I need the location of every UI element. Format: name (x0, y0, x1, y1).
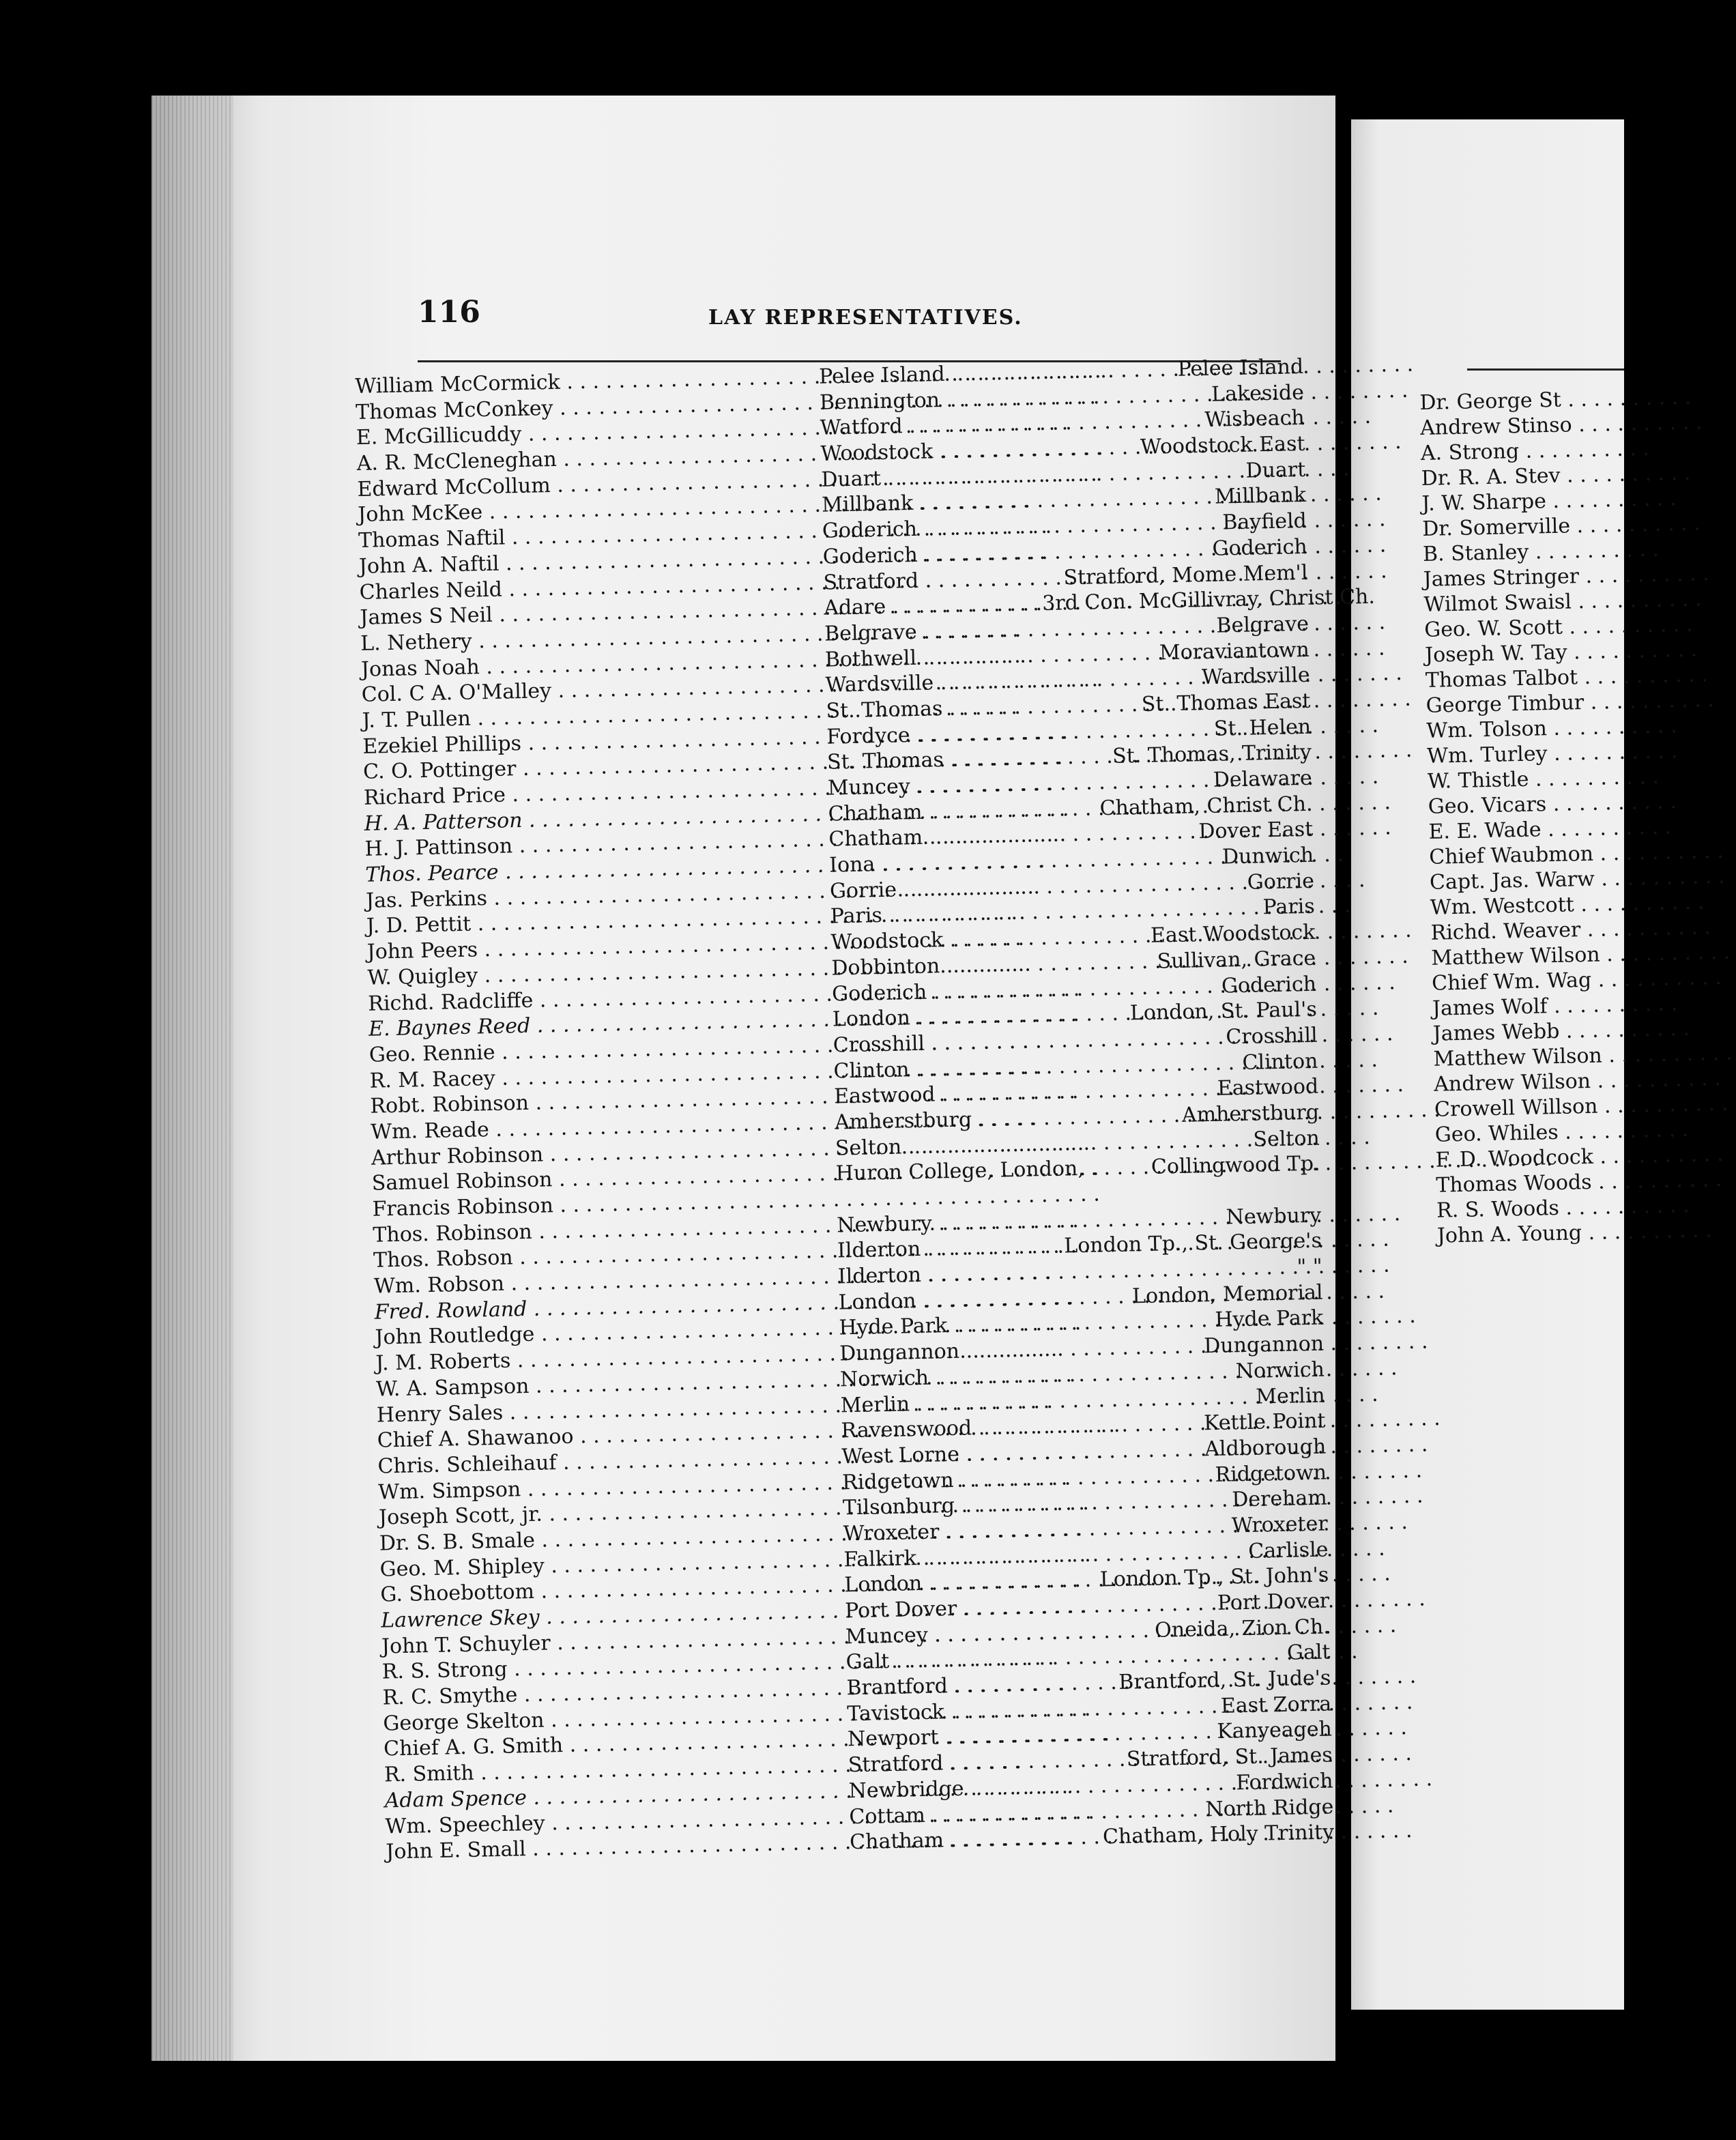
representative-name: Edward McCollum . . . (357, 467, 822, 502)
post-office: Woodstock . . . (830, 925, 1050, 955)
post-office: Brantford . . . (846, 1671, 1065, 1701)
right-page-name: James Webb . . . (1432, 1017, 1638, 1047)
parish: Selton (1253, 1126, 1320, 1152)
right-page-list (1419, 386, 1642, 1249)
representative-name: Thomas Naftil . . . (358, 519, 823, 554)
representative-name: R. Smith . . . (384, 1752, 849, 1788)
parish: Kettle Point (1203, 1408, 1326, 1436)
representative-name: George Skelton . . . (383, 1701, 848, 1737)
post-office: Goderich . . . (822, 540, 1041, 570)
post-office: Galt . . . (845, 1645, 1065, 1675)
post-office: Dungannon . . . (839, 1337, 1058, 1367)
parish: Stratford, St. James (1126, 1743, 1333, 1772)
parish: Woodstock East (1140, 431, 1305, 459)
post-office: London . . . (833, 1002, 1052, 1032)
right-page-name: James Wolf . . . (1432, 992, 1638, 1022)
post-office: London . . . (844, 1568, 1063, 1598)
right-page-name: Wm. Tolson . . . (1426, 714, 1632, 744)
post-office: Gorrie . . . (830, 874, 1049, 904)
right-page-name: George Timbur . . . (1426, 689, 1631, 719)
representative-name: John McKee . . . (358, 493, 822, 528)
representative-name: Lawrence Skey . . . (381, 1598, 845, 1634)
representative-name: Geo. Rennie . . . (369, 1032, 834, 1068)
representative-name: John Routledge . . . (375, 1316, 839, 1351)
post-office: Woodstock . . . (820, 437, 1039, 467)
parish: Amherstburg (1181, 1100, 1320, 1127)
right-page-name: Dr. Somerville . . . (1422, 512, 1628, 542)
post-office: Bothwell . . . (825, 643, 1044, 673)
post-office: Watford . . . (820, 411, 1039, 441)
representative-name: Wm. Reade . . . (371, 1110, 835, 1145)
representative-name: R. S. Strong . . . (381, 1650, 846, 1686)
parish: Pelee Island (1177, 354, 1304, 381)
post-office: Bennington . . . (820, 386, 1039, 416)
representative-name: Thomas McConkey . . . (356, 390, 820, 425)
post-office: Chatham . . . (828, 822, 1047, 852)
representative-name: E. Baynes Reed . . . (368, 1007, 833, 1043)
post-office: Ilderton . . . (837, 1234, 1056, 1264)
parish: Wisbeach (1204, 406, 1305, 433)
parish: London, Memorial (1131, 1280, 1323, 1309)
representative-name: John T. Schuyler . . . (381, 1624, 846, 1660)
representative-name: Charles Neild . . . (359, 570, 824, 605)
representative-name: John A. Naftil . . . (359, 545, 824, 580)
parish: St. Helen (1213, 714, 1312, 741)
parish: 3rd Con. McGillivray, Christ Ch. (1041, 584, 1376, 616)
representative-name: Henry Sales . . . (377, 1393, 841, 1428)
parish: London, St. Paul's (1129, 997, 1318, 1026)
right-page-name: James Stringer . . . (1423, 563, 1628, 592)
representative-name: Fred. Rowland . . . (374, 1290, 839, 1325)
right-header-rule (1467, 368, 1624, 371)
parish: Norwich (1235, 1357, 1325, 1384)
parish: Dover East (1198, 818, 1314, 844)
post-office: Chatham . . . (850, 1825, 1069, 1855)
post-office: Wardsville . . . (825, 668, 1044, 698)
right-page-name: Andrew Wilson . . . (1434, 1067, 1639, 1097)
representative-name: L. Nethery . . . (360, 622, 825, 657)
representative-name: Francis Robinson . . . (372, 1187, 837, 1222)
right-page-name: Matthew Wilson . . . (1433, 1043, 1638, 1072)
representative-name: C. O. Pottinger . . . (363, 750, 828, 785)
representative-name: Thos. Robson . . . (373, 1239, 838, 1274)
parish: Goderich (1221, 972, 1317, 998)
representative-name: Wm. Simpson . . . (378, 1470, 843, 1505)
parish: " " (1297, 1254, 1323, 1279)
representative-name: Joseph Scott, jr. . . . (379, 1496, 843, 1531)
parish: Dunwich (1221, 843, 1314, 869)
parish: Paris (1262, 895, 1316, 920)
parish: St. Thomas East (1141, 689, 1311, 717)
post-office: Cottam . . . (849, 1799, 1068, 1830)
representative-name: Wm. Robson . . . (374, 1264, 839, 1300)
parish: Moraviantown (1159, 637, 1310, 665)
post-office: Duart . . . (821, 463, 1040, 493)
representative-name: William McCormick . . . (355, 364, 820, 400)
parish: Goderich (1212, 534, 1307, 561)
right-page-name: E. E. Wade . . . (1428, 815, 1634, 845)
right-page-name: Wm. Westcott . . . (1430, 891, 1635, 921)
post-office: Newbridge . . . (848, 1774, 1067, 1804)
post-office: Stratford . . . (848, 1748, 1067, 1778)
right-page-name: Chief Wm. Wag . . . (1432, 967, 1637, 996)
post-office: Iona . . . (829, 848, 1048, 878)
post-office: Amherstburg . . . (835, 1105, 1054, 1136)
post-office: Tavistock . . . (847, 1696, 1066, 1726)
representative-name: Thos. Pearce . . . (365, 853, 830, 888)
parish: Chatham, Christ Ch. (1099, 792, 1313, 820)
running-head: LAY REPRESENTATIVES. (708, 306, 1023, 330)
representative-name: Chief A. G. Smith . . . (384, 1727, 848, 1763)
parish: Hyde Park (1215, 1306, 1324, 1333)
representative-name: Dr. S. B. Smale . . . (379, 1521, 844, 1557)
post-office: Merlin . . . (840, 1388, 1059, 1418)
right-page-name: Chief Waubmon . . . (1429, 841, 1634, 870)
post-office: Pelee Island . . . (819, 360, 1038, 390)
representative-name: R. M. Racey . . . (369, 1058, 834, 1094)
representative-name: R. C. Smythe . . . (382, 1675, 847, 1711)
representative-name: Chris. Schleihauf . . . (377, 1444, 842, 1479)
representative-name: Col. C A. O'Malley . . . (361, 673, 826, 708)
parish: Chatham, Holy Trinity (1102, 1820, 1335, 1849)
right-page-name: John A. Young . . . (1437, 1219, 1643, 1248)
right-page-name: Matthew Wilson . . . (1431, 942, 1636, 971)
parish: Clinton (1242, 1049, 1318, 1075)
parish: Kanyeageh (1217, 1717, 1333, 1744)
parish: Dereham (1231, 1486, 1328, 1512)
parish: Port Dover (1217, 1589, 1330, 1615)
post-office: Adare . . . (824, 591, 1043, 621)
representative-name: Samuel Robinson . . . (371, 1161, 836, 1197)
parish: Duart (1245, 457, 1306, 483)
right-page-name: W. Thistle . . . (1428, 765, 1633, 794)
representative-name: Chief A. Shawanoo . . . (377, 1419, 841, 1454)
representative-name: Arthur Robinson . . . (371, 1136, 836, 1171)
parish: Crosshill (1226, 1023, 1318, 1050)
page-number: 116 (418, 295, 480, 330)
post-office: West Lorne . . . (841, 1440, 1060, 1470)
right-page-name: Andrew Stinso . . . (1420, 411, 1625, 441)
parish: London Tp., St. John's (1099, 1563, 1329, 1592)
post-office: Falkirk . . . (843, 1542, 1062, 1572)
representative-name: Jonas Noah . . . (361, 647, 826, 682)
right-page-name: Dr. George St . . . (1419, 386, 1625, 416)
parish: North Ridge (1205, 1794, 1334, 1821)
post-office: Selton . . . (835, 1131, 1054, 1161)
parish: Delaware (1213, 766, 1313, 792)
representative-name: A. R. McCleneghan . . . (356, 442, 821, 477)
post-office: Norwich . . . (840, 1363, 1059, 1393)
representative-name: J. M. Roberts . . . (375, 1342, 840, 1377)
parish: Ridgetown (1215, 1460, 1327, 1487)
representative-name: Ezekiel Phillips . . . (362, 724, 827, 760)
parish: Galt (1286, 1640, 1331, 1666)
representative-name: Richard Price . . . (364, 776, 828, 811)
post-office: Wroxeter . . . (843, 1517, 1062, 1547)
parish: Fordwich (1235, 1769, 1333, 1795)
right-page-name: R. S. Woods . . . (1436, 1194, 1642, 1223)
post-office: Goderich . . . (832, 977, 1051, 1007)
representative-name: Thos. Robinson . . . (373, 1213, 837, 1248)
right-page-name: Joseph W. Tay . . . (1425, 639, 1630, 668)
representative-name: John Peers . . . (366, 930, 831, 966)
post-office: Newbury . . . (837, 1208, 1056, 1238)
right-page-name: Thomas Woods . . . (1436, 1168, 1641, 1198)
right-page-name: A. Strong . . . (1421, 437, 1626, 466)
representative-name: W. A. Sampson . . . (376, 1367, 841, 1402)
parish: Merlin (1255, 1383, 1326, 1409)
representative-name: Geo. M. Shipley . . . (379, 1547, 844, 1582)
page-edge (151, 96, 233, 2061)
right-page-name: J. W. Sharpe . . . (1421, 487, 1627, 517)
representative-name: H. J. Pattinson . . . (364, 827, 829, 863)
right-page-name: Crowell Willson . . . (1434, 1093, 1640, 1122)
parish: Bayfield (1222, 508, 1307, 535)
post-office: Muncey . . . (845, 1619, 1065, 1649)
representative-name: Wm. Speechley . . . (385, 1804, 850, 1840)
representative-name: H. A. Patterson . . . (364, 801, 828, 837)
parish: Lakeside (1211, 380, 1305, 407)
post-office: St. Thomas . . . (826, 694, 1045, 724)
post-office: Ridgetown . . . (842, 1465, 1061, 1495)
parish: Belgrave (1216, 611, 1310, 638)
parish: Dungannon (1203, 1331, 1325, 1359)
right-page-name: Geo. Vicars . . . (1428, 790, 1633, 820)
post-office: Paris . . . (830, 899, 1049, 929)
post-office: Clinton . . . (833, 1054, 1052, 1084)
parish: Oneida, Zion Ch. (1154, 1615, 1331, 1643)
representative-name: G. Shoebottom . . . (380, 1573, 845, 1608)
representative-name: W. Quigley . . . (367, 955, 832, 991)
parish: Gorrie (1247, 869, 1315, 895)
post-office: Chatham . . . (828, 797, 1047, 827)
post-office: Ravenswood . . . (841, 1414, 1060, 1444)
post-office: Eastwood . . . (834, 1080, 1053, 1110)
parish: East Zorra (1220, 1692, 1332, 1718)
parish: Millbank (1214, 483, 1307, 510)
right-page-name: B. Stanley . . . (1423, 538, 1628, 567)
post-office: Stratford . . . (823, 565, 1042, 595)
right-page-name: F. D. Woodcock . . . (1435, 1143, 1640, 1172)
right-page-name: Geo. Whiles . . . (1434, 1118, 1640, 1147)
post-office: Fordyce . . . (826, 720, 1045, 750)
post-office: Ilderton . . . (837, 1260, 1056, 1290)
right-page-name: Wilmot Swaisl . . . (1423, 588, 1629, 618)
post-office: Muncey . . . (827, 771, 1046, 801)
parish: Stratford, Mome Mem'l (1063, 560, 1308, 590)
parish: Sullivan, Grace (1157, 946, 1316, 974)
parish: Brantford, St. Jude's (1118, 1666, 1331, 1695)
parish: Aldborough (1204, 1434, 1327, 1462)
right-page-name: Wm. Turley . . . (1427, 740, 1632, 769)
post-office: St. Thomas . . . (827, 745, 1046, 775)
parish: St. Thomas, Trinity (1112, 740, 1312, 769)
post-office: Port Dover . . . (845, 1594, 1064, 1624)
post-office: Millbank . . . (822, 488, 1041, 518)
post-office: Newport . . . (848, 1722, 1067, 1752)
representative-name: John E. Small . . . (386, 1830, 850, 1865)
representative-name: E. McGillicuddy . . . (356, 416, 821, 451)
representative-name: J. D. Pettit . . . (366, 904, 831, 940)
representative-list (355, 354, 1376, 1866)
parish: London Tp., St. George's (1063, 1228, 1322, 1258)
post-office: Huron College, London, . . . (835, 1157, 1054, 1187)
right-page-name: Dr. R. A. Stev . . . (1421, 462, 1626, 491)
post-office: Dobbinton . . . (831, 951, 1050, 981)
representative-name: James S Neil . . . (360, 596, 824, 631)
parish: Wroxeter (1231, 1512, 1328, 1538)
parish: East Woodstock (1150, 920, 1316, 948)
right-page-name: Thomas Talbot . . . (1426, 664, 1631, 693)
parish: Eastwood (1217, 1074, 1319, 1101)
post-office: Belgrave . . . (824, 617, 1043, 647)
right-page-name: Richd. Weaver . . . (1430, 916, 1636, 946)
representative-name: Adam Spence . . . (384, 1778, 849, 1814)
parish: Carlisle (1247, 1537, 1329, 1563)
parish: Collingwood Tp. (1151, 1151, 1320, 1180)
right-page-name: Capt. Jas. Warw . . . (1430, 866, 1635, 895)
representative-name: Robt. Robinson . . . (370, 1084, 835, 1120)
representative-name: Jas. Perkins . . . (366, 878, 830, 914)
post-office: Goderich . . . (822, 514, 1041, 544)
post-office: Tilsonburg . . . (843, 1491, 1062, 1521)
parish: Newbury (1226, 1203, 1322, 1230)
post-office: London . . . (838, 1286, 1057, 1316)
representative-name: J. T. Pullen . . . (362, 699, 826, 734)
parish: Wardsville (1201, 663, 1310, 690)
representative-name: Richd. Radcliffe . . . (368, 981, 833, 1017)
post-office: Crosshill . . . (833, 1028, 1052, 1058)
right-page-name: Geo. W. Scott . . . (1424, 613, 1630, 643)
post-office: Hyde Park . . . (839, 1311, 1058, 1341)
